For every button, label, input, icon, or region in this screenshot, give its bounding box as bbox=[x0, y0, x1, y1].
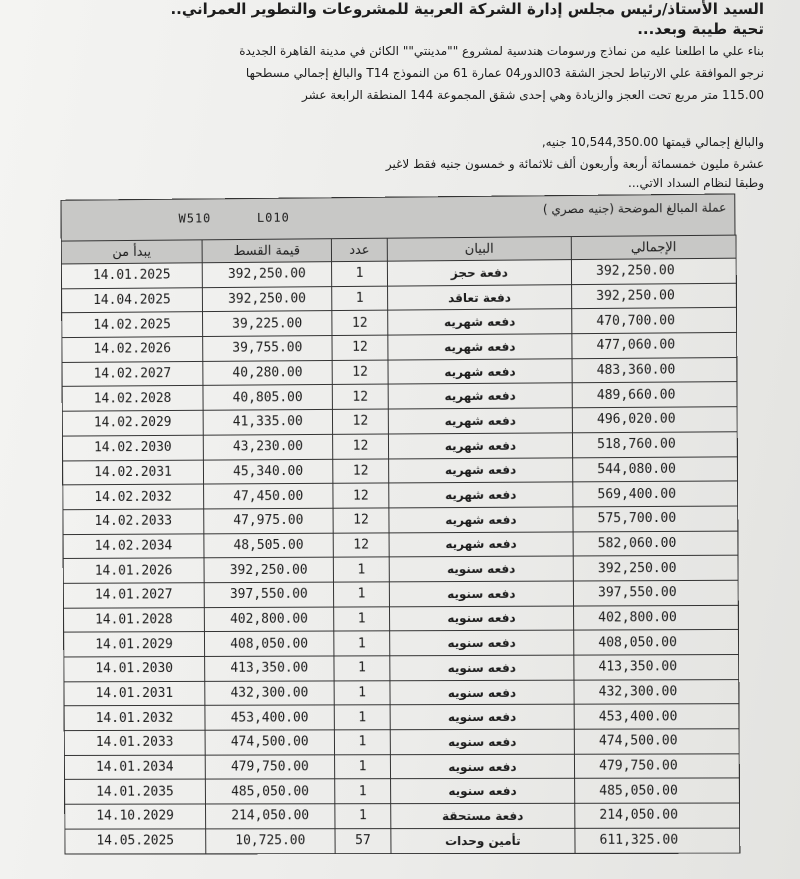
payment-system-intro: وطبقا لنظام السداد الاتي... bbox=[628, 176, 764, 190]
cell-count: 1 bbox=[334, 656, 390, 681]
cell-start-date: 14.01.2027 bbox=[63, 583, 204, 608]
cell-description: دفعه شهريه bbox=[388, 383, 572, 409]
table-row bbox=[63, 580, 738, 608]
table-body bbox=[61, 258, 739, 853]
unit-codes bbox=[179, 210, 336, 225]
header-description: البيان bbox=[387, 237, 571, 262]
payment-schedule bbox=[61, 193, 740, 854]
cell-start-date: 14.01.2028 bbox=[63, 607, 204, 632]
cell-total: 569,400.00 bbox=[573, 481, 738, 507]
cell-installment: 40,280.00 bbox=[203, 360, 332, 386]
payment-table bbox=[61, 235, 741, 854]
cell-description: دفعة تعاقد bbox=[388, 284, 572, 310]
cell-installment: 48,505.00 bbox=[204, 533, 333, 558]
cell-total: 582,060.00 bbox=[573, 531, 738, 557]
cell-total: 432,300.00 bbox=[574, 679, 739, 704]
cell-total: 392,250.00 bbox=[572, 283, 737, 309]
table-row bbox=[64, 754, 739, 780]
cell-count: 1 bbox=[335, 754, 391, 779]
cell-total: 470,700.00 bbox=[572, 308, 737, 334]
cell-start-date: 14.04.2025 bbox=[62, 287, 203, 313]
cell-description: دفعه سنويه bbox=[390, 754, 574, 779]
cell-count: 1 bbox=[332, 286, 388, 311]
cell-count: 1 bbox=[335, 804, 391, 829]
cell-count: 1 bbox=[333, 582, 389, 607]
cell-total: 518,760.00 bbox=[572, 432, 737, 458]
table-caption-bar bbox=[61, 193, 736, 240]
cell-start-date: 14.01.2029 bbox=[64, 632, 205, 657]
cell-count: 1 bbox=[333, 557, 389, 582]
cell-start-date: 14.01.2026 bbox=[63, 558, 204, 583]
cell-start-date: 14.02.2032 bbox=[63, 484, 204, 509]
cell-start-date: 14.01.2035 bbox=[65, 779, 206, 804]
addressee-line: السيد الأستاذ/رئيس مجلس إدارة الشركة العربية للمشروعات والتطوير العمراني.. bbox=[170, 0, 764, 18]
cell-start-date: 14.02.2034 bbox=[63, 533, 204, 558]
cell-total: 408,050.00 bbox=[574, 630, 739, 655]
cell-count: 1 bbox=[332, 261, 388, 286]
cell-description: دفعه شهريه bbox=[388, 334, 572, 360]
cell-count: 12 bbox=[332, 384, 388, 409]
cell-start-date: 14.01.2033 bbox=[64, 730, 205, 755]
header-installment: قيمة القسط bbox=[202, 239, 331, 263]
cell-installment: 402,800.00 bbox=[204, 607, 333, 632]
cell-start-date: 14.02.2031 bbox=[63, 460, 204, 485]
cell-count: 12 bbox=[333, 483, 389, 508]
table-row bbox=[63, 605, 738, 632]
cell-start-date: 14.02.2025 bbox=[62, 312, 203, 338]
cell-total: 611,325.00 bbox=[575, 828, 740, 853]
table-row bbox=[63, 531, 738, 559]
cell-description: دفعه شهريه bbox=[388, 309, 572, 335]
cell-count: 12 bbox=[333, 434, 389, 459]
cell-total: 397,550.00 bbox=[573, 580, 738, 605]
cell-count: 1 bbox=[334, 680, 390, 705]
cell-installment: 474,500.00 bbox=[205, 730, 334, 755]
cell-total: 392,250.00 bbox=[571, 258, 736, 284]
cell-description: دفعه سنويه bbox=[390, 680, 574, 705]
cell-installment: 39,755.00 bbox=[203, 336, 332, 362]
cell-description: تأمين وحدات bbox=[391, 828, 575, 853]
cell-installment: 39,225.00 bbox=[203, 311, 332, 337]
code-w: W510 bbox=[178, 211, 212, 226]
table-row bbox=[64, 655, 739, 682]
greeting-line: تحية طيبة وبعد... bbox=[637, 20, 764, 38]
cell-total: 413,350.00 bbox=[574, 655, 739, 680]
cell-description: دفعه شهريه bbox=[389, 532, 573, 558]
cell-description: دفعه شهريه bbox=[389, 482, 573, 508]
cell-count: 12 bbox=[332, 335, 388, 360]
cell-start-date: 14.05.2025 bbox=[65, 829, 206, 854]
cell-count: 1 bbox=[334, 730, 390, 755]
cell-installment: 41,335.00 bbox=[203, 410, 332, 435]
header-count: عدد bbox=[331, 238, 387, 261]
table-row bbox=[64, 630, 739, 657]
table-row bbox=[63, 506, 738, 534]
header-total: الإجمالي bbox=[571, 235, 736, 259]
cell-installment: 479,750.00 bbox=[205, 755, 334, 780]
cell-installment: 214,050.00 bbox=[205, 804, 334, 829]
cell-installment: 47,975.00 bbox=[204, 508, 333, 533]
cell-description: دفعه سنويه bbox=[390, 655, 574, 680]
cell-installment: 397,550.00 bbox=[204, 582, 333, 607]
cell-start-date: 14.02.2030 bbox=[62, 435, 203, 460]
table-row bbox=[64, 679, 739, 706]
cell-count: 1 bbox=[334, 606, 390, 631]
cell-description: دفعة حجز bbox=[387, 260, 571, 286]
table-row bbox=[63, 555, 738, 583]
cell-description: دفعه شهريه bbox=[389, 457, 573, 483]
cell-description: دفعه سنويه bbox=[391, 779, 575, 804]
cell-installment: 45,340.00 bbox=[203, 459, 332, 484]
amount-in-words-line: عشرة مليون خمسمائة أربعة وأربعون ألف ثلاثمائة و خمسون جنيه فقط لاغير bbox=[385, 157, 764, 171]
cell-description: دفعة مستحقة bbox=[391, 803, 575, 828]
cell-start-date: 14.01.2030 bbox=[64, 656, 205, 681]
cell-total: 474,500.00 bbox=[574, 729, 739, 754]
cell-count: 12 bbox=[332, 409, 388, 434]
cell-installment: 392,250.00 bbox=[204, 557, 333, 582]
cell-count: 1 bbox=[334, 705, 390, 730]
cell-start-date: 14.02.2033 bbox=[63, 509, 204, 534]
cell-total: 489,660.00 bbox=[572, 382, 737, 408]
cell-description: دفعه شهريه bbox=[388, 358, 572, 384]
cell-total: 483,360.00 bbox=[572, 357, 737, 383]
cell-installment: 40,805.00 bbox=[203, 385, 332, 411]
cell-installment: 43,230.00 bbox=[203, 434, 332, 459]
cell-total: 214,050.00 bbox=[575, 803, 740, 828]
cell-installment: 10,725.00 bbox=[206, 829, 335, 854]
cell-total: 575,700.00 bbox=[573, 506, 738, 532]
cell-start-date: 14.01.2034 bbox=[64, 755, 205, 780]
header-start-date: يبدأ من bbox=[61, 240, 202, 264]
cell-total: 392,250.00 bbox=[573, 555, 738, 581]
cell-description: دفعه سنويه bbox=[389, 606, 573, 631]
cell-start-date: 14.02.2027 bbox=[62, 361, 203, 387]
cell-start-date: 14.02.2029 bbox=[62, 410, 203, 436]
cell-installment: 392,250.00 bbox=[202, 286, 331, 312]
cell-count: 1 bbox=[334, 631, 390, 656]
cell-installment: 413,350.00 bbox=[205, 656, 334, 681]
cell-description: دفعه سنويه bbox=[390, 630, 574, 655]
cell-total: 496,020.00 bbox=[572, 407, 737, 433]
cell-total: 453,400.00 bbox=[574, 704, 739, 729]
cell-description: دفعه شهريه bbox=[388, 433, 572, 459]
cell-start-date: 14.01.2025 bbox=[61, 263, 202, 289]
cell-count: 12 bbox=[332, 310, 388, 335]
cell-installment: 432,300.00 bbox=[205, 681, 334, 706]
table-row bbox=[65, 778, 740, 804]
cell-description: دفعه سنويه bbox=[389, 581, 573, 607]
table-row bbox=[64, 729, 739, 755]
cell-description: دفعه شهريه bbox=[388, 408, 572, 434]
cell-count: 12 bbox=[332, 360, 388, 385]
cell-start-date: 14.02.2026 bbox=[62, 337, 203, 363]
cell-installment: 485,050.00 bbox=[205, 779, 334, 804]
cell-description: دفعه سنويه bbox=[389, 556, 573, 582]
table-row bbox=[65, 803, 740, 829]
cell-total: 402,800.00 bbox=[574, 605, 739, 630]
cell-installment: 47,450.00 bbox=[204, 483, 333, 508]
cell-count: 57 bbox=[335, 828, 391, 853]
cell-total: 485,050.00 bbox=[575, 778, 740, 803]
body-line-2: نرجو الموافقة علي الارتباط لحجز الشقة 03الدور04 عمارة 61 من النموذج T14 والبالغ إجمالي مسطحها bbox=[245, 66, 764, 80]
total-amount-line: والبالغ إجمالي قيمتها 10,544,350.00 جنيه, bbox=[541, 135, 764, 149]
cell-count: 1 bbox=[335, 779, 391, 804]
body-line-3: 115.00 متر مربع تحت العجز والزيادة وهي إحدى شقق المجموعة 144 المنطقة الرابعة عشر bbox=[302, 88, 764, 102]
cell-count: 12 bbox=[333, 458, 389, 483]
cell-start-date: 14.01.2032 bbox=[64, 706, 205, 731]
table-row bbox=[65, 828, 740, 854]
table-row bbox=[64, 704, 739, 731]
cell-installment: 408,050.00 bbox=[204, 631, 333, 656]
table-row bbox=[63, 481, 738, 509]
currency-note: عملة المبالغ الموضحة (جنيه مصري ) bbox=[542, 200, 727, 217]
code-l: L010 bbox=[256, 210, 290, 225]
cell-installment: 453,400.00 bbox=[205, 705, 334, 730]
cell-installment: 392,250.00 bbox=[202, 262, 331, 288]
cell-total: 479,750.00 bbox=[574, 754, 739, 779]
cell-start-date: 14.01.2031 bbox=[64, 681, 205, 706]
cell-start-date: 14.10.2029 bbox=[65, 804, 206, 829]
cell-total: 544,080.00 bbox=[573, 456, 738, 482]
cell-count: 12 bbox=[333, 508, 389, 533]
body-line-1: بناء علي ما اطلعنا عليه من نماذج ورسومات هندسية لمشروع ""مدينتي"" الكائن في مدينة القاهرة الجديدة bbox=[239, 44, 764, 58]
cell-count: 12 bbox=[333, 532, 389, 557]
cell-description: دفعه شهريه bbox=[389, 507, 573, 533]
cell-description: دفعه سنويه bbox=[390, 729, 574, 754]
cell-total: 477,060.00 bbox=[572, 332, 737, 358]
cell-start-date: 14.02.2028 bbox=[62, 386, 203, 412]
cell-description: دفعه سنويه bbox=[390, 705, 574, 730]
